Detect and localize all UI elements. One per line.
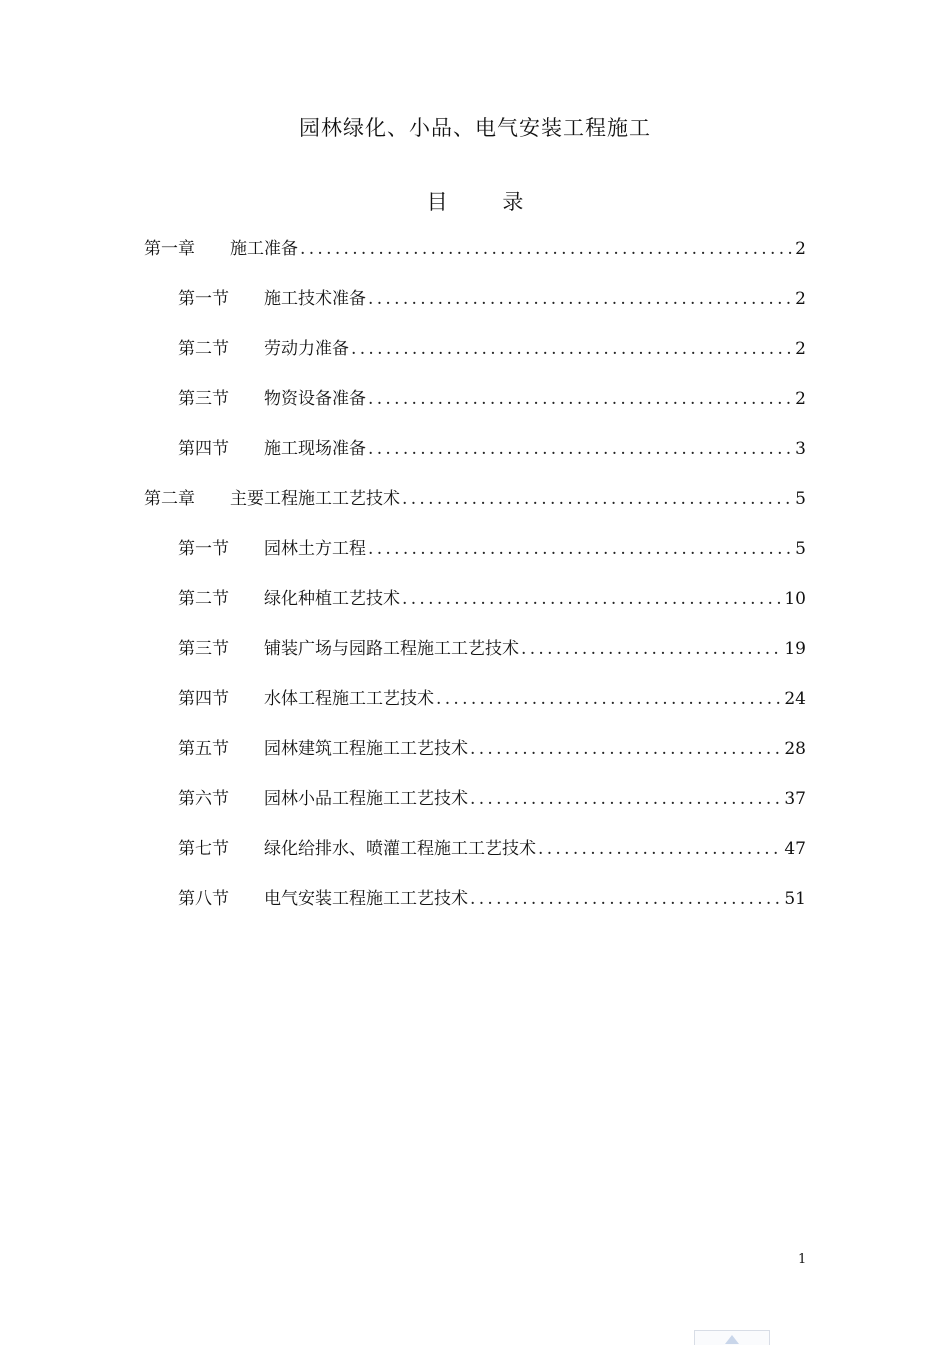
toc-entry[interactable] (144, 734, 806, 784)
document-title: 园林绿化、小品、电气安装工程施工 (299, 116, 651, 140)
toc-entry-number: 第一章 (144, 239, 195, 259)
toc-dot-leader (538, 839, 782, 859)
toc-dot-leader (470, 889, 782, 909)
toc-heading: 目 录 (426, 190, 548, 214)
toc-entry-page: 19 (784, 639, 806, 659)
toc-entry-page: 37 (784, 789, 806, 809)
toc-entry-number: 第四节 (178, 689, 229, 709)
toc-dot-leader (368, 389, 793, 409)
toc-entry-number: 第五节 (178, 739, 229, 759)
toc-entry-page: 51 (784, 889, 806, 909)
arrow-up-icon (725, 1335, 739, 1344)
toc-entry[interactable] (144, 784, 806, 834)
toc-entry-page: 28 (784, 739, 806, 759)
toc-entry-page: 2 (795, 289, 806, 309)
toc-dot-leader (436, 689, 782, 709)
toc-entry-title: 物资设备准备 (264, 389, 366, 409)
toc-entry-title: 施工技术准备 (264, 289, 366, 309)
toc-dot-leader (402, 589, 782, 609)
toc-entry-number: 第八节 (178, 889, 229, 909)
toc-dot-leader (470, 739, 782, 759)
toc-entry-title: 水体工程施工工艺技术 (264, 689, 434, 709)
toc-entry-title: 绿化给排水、喷灌工程施工工艺技术 (264, 839, 536, 859)
toc-entry-number: 第七节 (178, 839, 229, 859)
toc-entry-page: 47 (784, 839, 806, 859)
toc-entry[interactable] (144, 434, 806, 484)
toc-entry-page: 5 (795, 539, 806, 559)
toc-entry-number: 第二节 (178, 589, 229, 609)
toc-dot-leader (300, 239, 793, 259)
toc-dot-leader (368, 439, 793, 459)
toc-entry[interactable] (144, 234, 806, 284)
toc-entry-title: 劳动力准备 (264, 339, 349, 359)
toc-entry-number: 第四节 (178, 439, 229, 459)
toc-entry-page: 10 (784, 589, 806, 609)
toc-entry-title: 施工准备 (230, 239, 298, 259)
toc-entry-number: 第三节 (178, 639, 229, 659)
toc-dot-leader (402, 489, 793, 509)
corner-watermark-tab (694, 1330, 770, 1345)
toc-entry[interactable] (144, 634, 806, 684)
toc-entry[interactable] (144, 484, 806, 534)
toc-entry[interactable] (144, 684, 806, 734)
toc-entry-title: 电气安装工程施工工艺技术 (264, 889, 468, 909)
toc-dot-leader (368, 539, 793, 559)
toc-entry[interactable] (144, 334, 806, 384)
toc-entry[interactable] (144, 584, 806, 634)
toc-entry[interactable] (144, 834, 806, 884)
toc-entry-title: 施工现场准备 (264, 439, 366, 459)
toc-entry[interactable] (144, 384, 806, 434)
toc-entry-title: 绿化种植工艺技术 (264, 589, 400, 609)
toc-entry-page: 3 (795, 439, 806, 459)
toc-entry-title: 铺装广场与园路工程施工工艺技术 (264, 639, 519, 659)
toc-entry-number: 第二节 (178, 339, 229, 359)
toc-dot-leader (368, 289, 793, 309)
toc-entry-number: 第三节 (178, 389, 229, 409)
toc-entry-page: 5 (795, 489, 806, 509)
toc-entry-page: 2 (795, 339, 806, 359)
table-of-contents (144, 234, 806, 934)
toc-entry-number: 第二章 (144, 489, 195, 509)
toc-entry[interactable] (144, 884, 806, 934)
toc-entry-page: 24 (784, 689, 806, 709)
page-number: 1 (798, 1252, 807, 1267)
toc-entry-title: 园林建筑工程施工工艺技术 (264, 739, 468, 759)
toc-entry-number: 第一节 (178, 289, 229, 309)
toc-entry-page: 2 (795, 239, 806, 259)
toc-entry-title: 主要工程施工工艺技术 (230, 489, 400, 509)
toc-dot-leader (470, 789, 782, 809)
toc-entry-page: 2 (795, 389, 806, 409)
toc-dot-leader (351, 339, 793, 359)
toc-entry[interactable] (144, 534, 806, 584)
toc-entry-title: 园林小品工程施工工艺技术 (264, 789, 468, 809)
toc-entry-title: 园林土方工程 (264, 539, 366, 559)
toc-entry[interactable] (144, 284, 806, 334)
toc-dot-leader (521, 639, 782, 659)
toc-entry-number: 第六节 (178, 789, 229, 809)
toc-entry-number: 第一节 (178, 539, 229, 559)
